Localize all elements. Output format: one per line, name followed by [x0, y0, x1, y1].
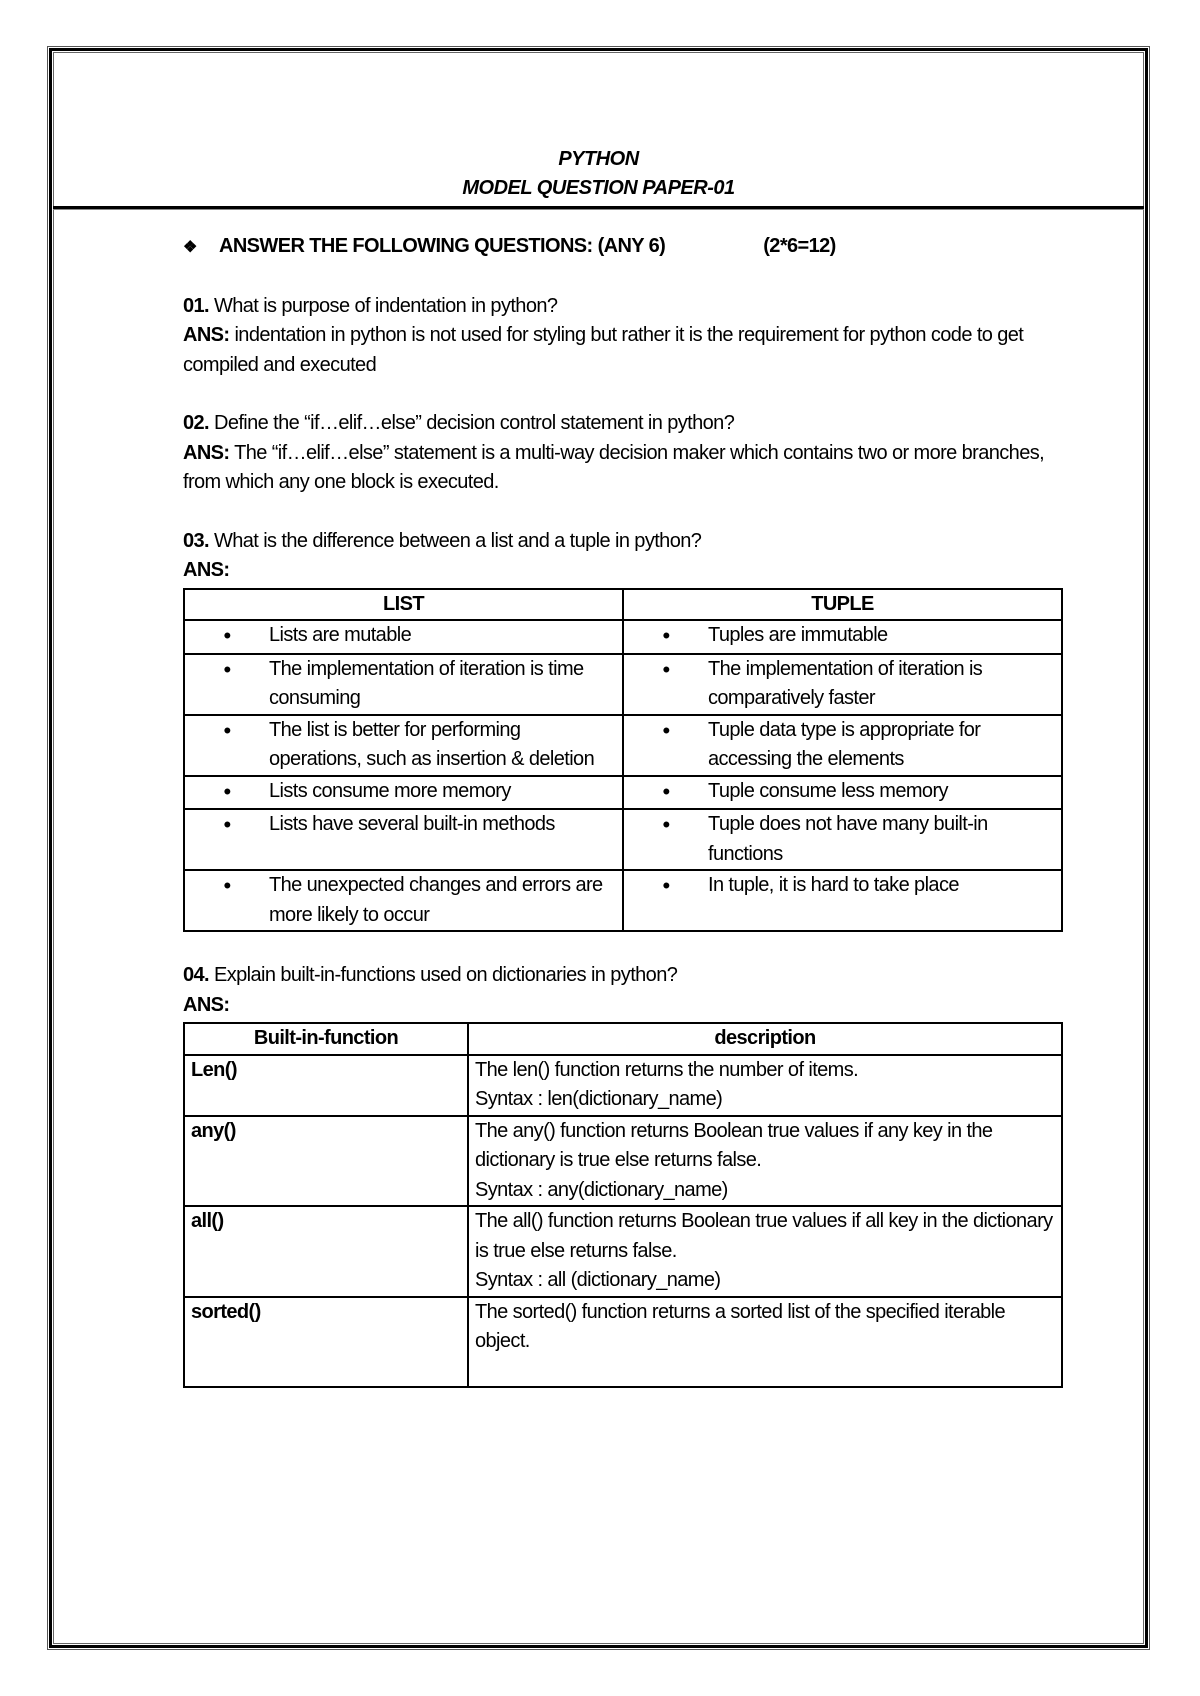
table-header-row: [184, 1023, 1062, 1055]
bullet-icon: [624, 655, 708, 714]
ans-label: ANS:: [183, 559, 230, 581]
paper-title: MODEL QUESTION PAPER-01: [462, 177, 735, 199]
question-1: [183, 292, 1063, 381]
bullet-icon: [185, 621, 269, 653]
function-name: any(): [184, 1116, 468, 1207]
column-header-list: LIST: [184, 589, 623, 621]
bullet-icon: [624, 810, 708, 869]
question-4: [183, 961, 1063, 1388]
table-row: [184, 715, 1062, 776]
diamond-dots-icon: ❖: [183, 239, 197, 256]
table-row: [184, 654, 1062, 715]
question-3: [183, 527, 1063, 933]
table-row: [184, 1206, 1062, 1297]
table-row: [184, 809, 1062, 870]
instruction-text: ANSWER THE FOLLOWING QUESTIONS: (ANY 6): [219, 235, 666, 257]
ans-label: ANS:: [183, 324, 230, 346]
bullet-icon: [624, 777, 708, 809]
instruction-line: [183, 232, 1063, 263]
bullet-icon: [185, 810, 269, 842]
function-description: The len() function returns the number of items.: [475, 1058, 859, 1081]
function-description: The all() function returns Boolean true values if all key in the dictionary is true else returns false.: [475, 1210, 1053, 1262]
table-row: [184, 1297, 1062, 1387]
question-2: [183, 409, 1063, 498]
cell-text: The implementation of iteration is comparatively faster: [708, 657, 983, 709]
cell-text: The implementation of iteration is time consuming: [269, 657, 584, 709]
cell-text: The list is better for performing operations, such as insertion & deletion: [269, 718, 595, 770]
cell-text: The unexpected changes and errors are more likely to occur: [269, 874, 603, 926]
function-name: all(): [184, 1206, 468, 1297]
bullet-icon: [624, 716, 708, 775]
header-divider: [53, 206, 1144, 210]
cell-text: Lists have several built-in methods: [269, 813, 555, 835]
cell-text: In tuple, it is hard to take place: [708, 874, 959, 896]
function-syntax: Syntax : all (dictionary_name): [475, 1269, 721, 1291]
function-syntax: Syntax : any(dictionary_name): [475, 1178, 728, 1201]
question-number: 02.: [183, 412, 210, 434]
bullet-icon: [624, 621, 708, 653]
subject-title: PYTHON: [558, 148, 639, 170]
bullet-icon: [624, 871, 708, 903]
cell-text: Tuple consume less memory: [708, 779, 948, 802]
cell-text: Lists consume more memory: [269, 779, 511, 802]
ans-label: ANS:: [183, 993, 230, 1016]
dictionary-functions-table: [183, 1022, 1063, 1388]
column-header-tuple: TUPLE: [623, 589, 1062, 621]
bullet-icon: [185, 871, 269, 930]
cell-text: Lists are mutable: [269, 624, 412, 646]
table-row: [184, 870, 1062, 931]
instruction-marks: (2*6=12): [763, 235, 836, 257]
function-description: The any() function returns Boolean true values if any key in the dictionary is true else returns false.: [475, 1119, 993, 1171]
table-row: [184, 620, 1062, 654]
function-name: sorted(): [184, 1297, 468, 1387]
ans-label: ANS:: [183, 441, 230, 464]
list-vs-tuple-table: [183, 588, 1063, 933]
page-header: [53, 145, 1144, 203]
function-description: The sorted() function returns a sorted list of the specified iterable object.: [475, 1300, 1005, 1352]
bullet-icon: [185, 655, 269, 714]
question-text: Explain built-in-functions used on dictionaries in python?: [209, 964, 678, 986]
answer-text: The “if…elif…else” statement is a multi-way decision maker which contains two or more branches, from which any one block is executed.: [183, 441, 1045, 493]
function-name: Len(): [184, 1055, 468, 1116]
bullet-icon: [185, 777, 269, 809]
question-text: What is the difference between a list and a tuple in python?: [209, 529, 702, 552]
question-text: What is purpose of indentation in python?: [209, 294, 558, 317]
question-paper-body: [183, 232, 1063, 1388]
column-header-description: description: [468, 1023, 1062, 1055]
cell-text: Tuple does not have many built-in functions: [708, 813, 988, 865]
cell-text: Tuples are immutable: [708, 624, 888, 646]
question-number: 03.: [183, 529, 210, 552]
question-number: 04.: [183, 964, 210, 986]
question-number: 01.: [183, 294, 210, 317]
table-row: [184, 1055, 1062, 1116]
table-header-row: [184, 589, 1062, 621]
cell-text: Tuple data type is appropriate for accessing the elements: [708, 718, 981, 770]
bullet-icon: [185, 716, 269, 775]
answer-text: indentation in python is not used for styling but rather it is the requirement for python code to get compiled and executed: [183, 324, 1024, 376]
table-row: [184, 776, 1062, 810]
column-header-function: Built-in-function: [184, 1023, 468, 1055]
table-row: [184, 1116, 1062, 1207]
question-text: Define the “if…elif…else” decision control statement in python?: [209, 412, 735, 434]
function-syntax: Syntax : len(dictionary_name): [475, 1088, 723, 1110]
